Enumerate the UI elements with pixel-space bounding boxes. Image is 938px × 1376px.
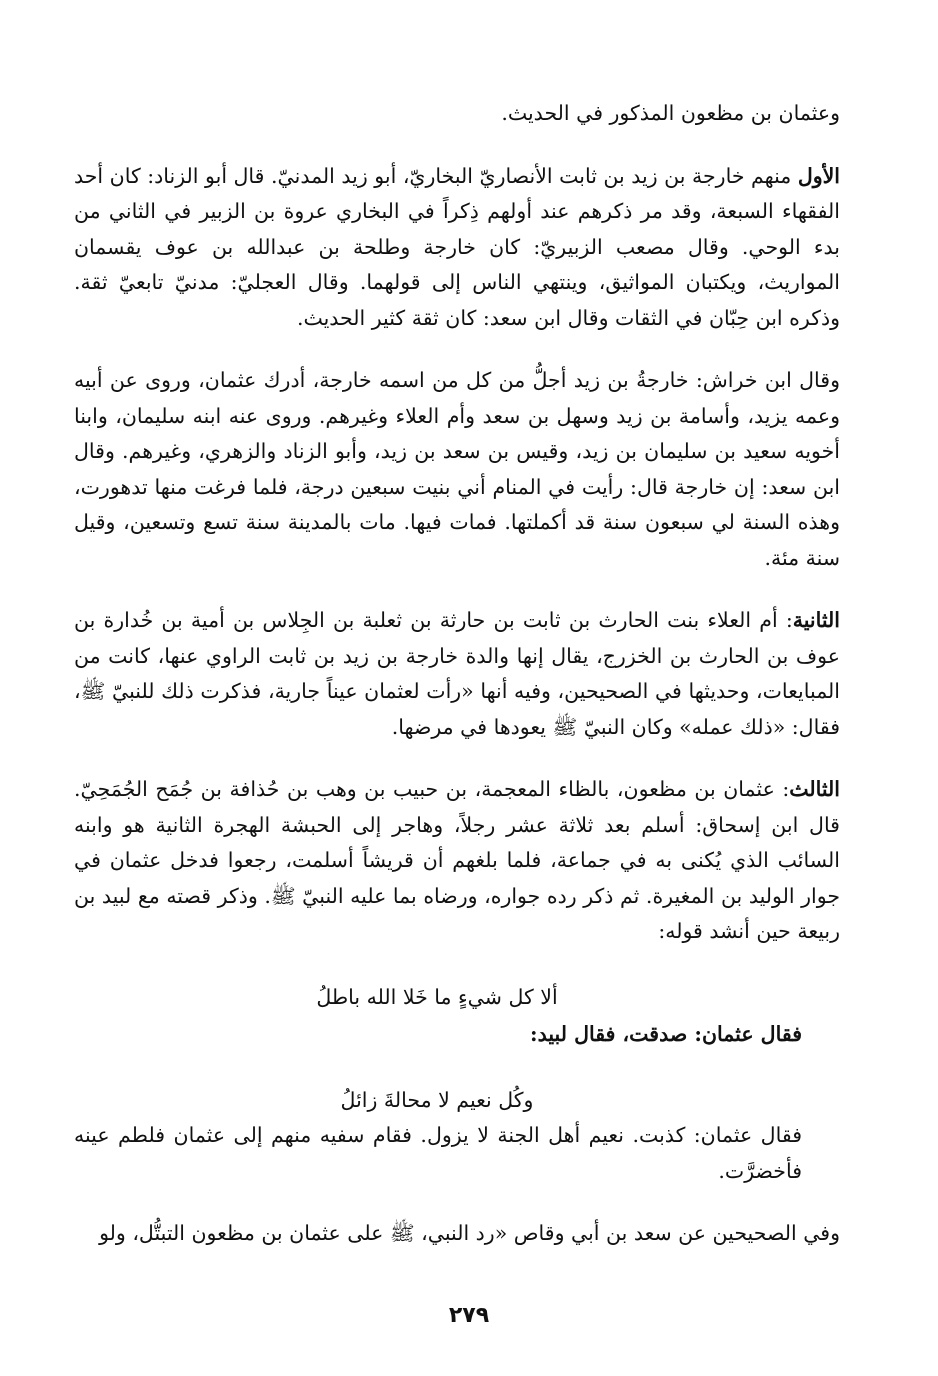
spacer [74, 336, 840, 363]
paragraph-khirash: وقال ابن خراش: خارجةُ بن زيد أجلُّ من كل من اسمه خارجة، أدرك عثمان، وروى عن أبيه وعمه يزيد، وأسامة بن زيد وسهل بن سعد وأم العلاء وغيرهم. وروى عنه ابنه سليمان، وابنا أخويه سعيد بن سليمان بن زيد، وقيس بن سعد بن زيد، وأبو الزناد والزهري، وغيرهم. وقال ابن سعد: إن خارجة قال: رأيت في المنام أني بنيت سبعين درجة، فلما فرغت منها تدهورت، وهذه السنة لي سبعون سنة قد أكملتها. فمات فيها. مات بالمدينة سنة تسع وتسعين، وقيل سنة مئة. [74, 368, 840, 570]
lead-second: الثانية [792, 608, 840, 632]
paragraph-second-text: : أم العلاء بنت الحارث بن ثابت بن حارثة بن ثعلبة بن الجِلاس بن أمية بن خُدارة بن عوف بن الحارث بن الخزرج، يقال إنها والدة خارجة بن زيد بن ثابت الراوي عنها، كانت من المبايعات، وحديثها في الصحيحين، وفيه أنها «رأت لعثمان عيناً جارية، فذكرت ذلك للنبيّ ﷺ، فقال: «ذلك عمله» وكان النبيّ ﷺ يعودها في مرضها. [74, 608, 840, 739]
spacer [74, 745, 840, 772]
lead-third: الثالث [789, 777, 840, 801]
intro-line: وعثمان بن مظعون المذكور في الحديث. [501, 101, 840, 125]
reply-second: فقال عثمان: كذبت. نعيم أهل الجنة لا يزول. فقام سفيه منهم إلى عثمان فلطم عينه فأخضرَّت. [74, 1123, 802, 1183]
page-number: ٢٧٩ [448, 1303, 490, 1328]
lead-first: الأول [797, 163, 840, 188]
paragraph-second [74, 603, 840, 745]
paragraph-third [74, 772, 840, 950]
spacer [74, 576, 840, 603]
verse-first: ألا كل شيءٍ ما خَلا الله باطلُ [316, 984, 558, 1009]
spacer [74, 132, 840, 159]
page-body [74, 96, 840, 1252]
paragraph-first-text: منهم خارجة بن زيد بن ثابت الأنصاريّ البخاريّ، أبو زيد المدنيّ. قال أبو الزناد: كان أحد الفقهاء السبعة، وقد مر ذكرهم عند أولهم ذِكراً في البخاري عروة بن الزبير في الثاني من بدء الوحي. وقال مصعب الزبيريّ: كان خارجة وطلحة بن عبدالله بن عوف يقسمان المواريث، ويكتبان المواثيق، وينتهي الناس إلى قولهما. وقال العجليّ: مدنيّ تابعيّ ثقة. وذكره ابن حِبّان في الثقات وقال ابن سعد: كان ثقة كثير الحديث. [74, 163, 840, 330]
spacer [74, 1189, 840, 1216]
paragraph-last: وفي الصحيحين عن سعد بن أبي وقاص «رد النبي، ﷺ على عثمان بن مظعون التبتُّل، ولو [99, 1221, 840, 1245]
paragraph-third-text: : عثمان بن مظعون، بالظاء المعجمة، بن حبيب بن وهب بن حُذافة بن جُمَح الجُمَحِيّ. قال ابن إسحاق: أسلم بعد ثلاثة عشر رجلاً، وهاجر إلى الحبشة الهجرة الثانية هو وابنه السائب الذي يُكنى به في جماعة، فلما بلغهم أن قريشاً أسلمت، رجعوا فدخل عثمان في جوار الوليد بن المغيرة. ثم ذكر رده جواره، ورضاه بما عليه النبيّ ﷺ. وذكر قصته مع لبيد بن ربيعة حين أنشد قوله: [74, 777, 840, 943]
reply-first: فقال عثمان: صدقت، فقال لبيد: [530, 1022, 802, 1046]
paragraph-first [74, 159, 840, 337]
verse-second: وكُل نعيم لا محالةَ زائلُ [340, 1087, 534, 1112]
